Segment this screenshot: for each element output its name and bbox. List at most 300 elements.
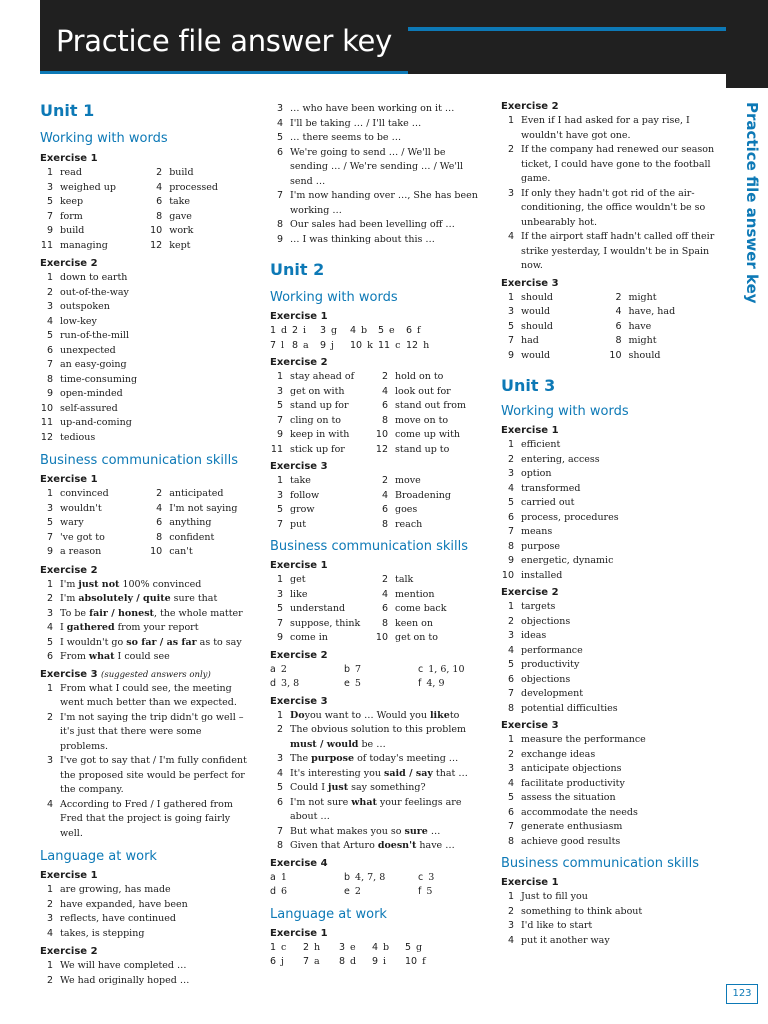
answer-part: I wouldn't go [60, 636, 127, 648]
answer-cell [344, 663, 418, 678]
answer-number: 5 [507, 659, 514, 670]
answer-text: processed [169, 181, 218, 193]
answer-part: sure that [170, 593, 218, 604]
answer-key-phrase: just not [78, 578, 120, 590]
answer-right [149, 502, 250, 517]
answer-row [40, 210, 250, 225]
answer-value: f [417, 325, 421, 336]
answer-number: 4 [381, 588, 388, 600]
answer-letter: 4 [372, 941, 379, 953]
answer-value: 7 [355, 663, 362, 675]
answer-text [53, 650, 250, 665]
answer-text: targets [521, 601, 556, 612]
answer-row [270, 399, 480, 414]
section-heading: Business communication skills [40, 453, 239, 468]
answer-number: 1 [46, 960, 53, 971]
answer-text: read [60, 167, 82, 178]
answer-number: 10 [375, 429, 388, 440]
answer-right [375, 399, 480, 414]
answer-part: I could see [114, 651, 170, 662]
answer-part: be … [358, 738, 386, 750]
answer-row [40, 650, 250, 665]
answer-row [270, 573, 480, 588]
answer-part: that … [432, 767, 468, 779]
answer-value: k [367, 339, 373, 351]
answer-text: self-assured [60, 402, 118, 414]
column-right [501, 100, 716, 948]
answer-row [501, 658, 716, 673]
answer-text: If the airport staff hadn't called off their strike yesterday, I wouldn't be in Spain now. [521, 231, 715, 271]
answer-number: 5 [507, 320, 514, 332]
answer-text: open-minded [60, 388, 123, 399]
answer-number: 6 [507, 806, 514, 818]
answer-number: 2 [507, 615, 514, 627]
answer-text: I'd like to start [521, 920, 593, 931]
section-heading: Business communication skills [501, 856, 700, 871]
answer-number: 4 [276, 767, 283, 779]
answer-letter: a [270, 663, 276, 675]
answer-row [501, 748, 716, 763]
answer-key-phrase: just [328, 782, 349, 793]
exercise-title [501, 277, 716, 291]
answer-row [501, 600, 716, 615]
header-bar [0, 0, 768, 88]
answer-text: might [628, 291, 657, 303]
answer-cell [339, 941, 372, 956]
answer-cell [270, 339, 292, 354]
answer-row [40, 592, 250, 607]
exercise-title-text: Exercise 3 [270, 695, 328, 707]
answer-text: come in [290, 632, 328, 643]
answer-value: 4, 9 [426, 678, 445, 689]
answer-number: 1 [507, 439, 514, 450]
answer-text: come up with [395, 429, 461, 440]
answer-value: i [303, 325, 307, 336]
answer-number: 2 [276, 724, 283, 735]
exercise-title-text: Exercise 2 [501, 101, 559, 112]
answer-letter: 2 [303, 941, 310, 953]
exercise-title-text: Exercise 2 [270, 357, 328, 368]
answer-number: 4 [507, 934, 514, 946]
answer-number: 9 [507, 555, 514, 566]
answer-letter: 12 [406, 339, 419, 351]
answer-number: 5 [46, 330, 53, 341]
answer-number: 2 [46, 898, 53, 910]
answer-value: 5 [426, 886, 433, 897]
answer-number: 6 [46, 651, 53, 662]
answer-key-phrase: doesn't [377, 840, 417, 851]
answer-cell [292, 324, 320, 339]
header-corner-block [726, 0, 768, 88]
answer-text: stand up for [290, 400, 349, 411]
answer-text: would [521, 349, 551, 361]
answer-left [40, 531, 149, 546]
answer-left [270, 370, 375, 385]
exercise-title [40, 257, 250, 271]
answer-text [53, 636, 250, 651]
answer-text: up-and-coming [60, 417, 132, 428]
answer-number: 8 [507, 540, 514, 552]
answer-number: 7 [276, 190, 283, 201]
answer-part: 100% convinced [119, 578, 202, 590]
answer-text: something to think about [521, 905, 643, 917]
answer-text: managing [60, 239, 108, 251]
answer-letter: 5 [405, 941, 412, 953]
answer-right [375, 428, 480, 443]
exercise-title-text: Exercise 1 [270, 560, 328, 571]
answer-row [501, 114, 716, 143]
exercise-title [501, 424, 716, 438]
answer-row [40, 898, 250, 913]
answer-row [501, 438, 716, 453]
answer-left [270, 631, 375, 646]
answer-number: 7 [276, 617, 283, 629]
answer-left [270, 474, 375, 489]
exercise-title [501, 876, 716, 890]
answer-right [375, 518, 480, 533]
answer-row [40, 545, 250, 560]
answer-letter: f [418, 886, 422, 897]
answer-cell [270, 941, 303, 956]
answer-row [270, 825, 480, 840]
answer-cell [344, 871, 418, 886]
answer-row [40, 959, 250, 974]
section-heading: Working with words [40, 131, 168, 146]
answer-right [149, 239, 250, 254]
answer-letter: 4 [350, 325, 357, 336]
unit-heading: Unit 3 [501, 376, 556, 395]
answer-row [270, 233, 480, 248]
answer-left [270, 503, 375, 518]
answer-text: had [521, 335, 539, 346]
answer-number: 5 [46, 196, 53, 207]
answer-row [501, 334, 716, 349]
answer-right [609, 349, 717, 364]
answer-row [501, 525, 716, 540]
answer-text: get on with [290, 385, 345, 397]
answer-number: 12 [375, 443, 388, 455]
answer-number: 10 [150, 225, 163, 236]
answer-cell [270, 871, 344, 886]
answer-number: 2 [46, 711, 53, 723]
answer-text [283, 839, 480, 854]
answer-value: h [423, 339, 430, 351]
answer-text: … there seems to be … [290, 132, 402, 143]
answer-row [501, 905, 716, 920]
answer-number: 3 [507, 763, 514, 774]
answer-letter: c [418, 871, 424, 883]
answer-row [270, 218, 480, 233]
answer-text: … who have been working on it … [290, 103, 455, 114]
answer-text: unexpected [60, 344, 116, 356]
answer-text: keep [60, 196, 84, 207]
answer-text: get on to [395, 632, 438, 643]
answer-text: potential difficulties [521, 702, 618, 714]
answer-text: have, had [628, 306, 676, 317]
answer-value: b [383, 941, 390, 953]
answer-right [609, 291, 717, 306]
answer-letter: 10 [405, 956, 418, 967]
answer-row [501, 615, 716, 630]
section-heading: Working with words [270, 290, 398, 305]
answer-text [53, 592, 250, 607]
answer-number: 8 [276, 840, 283, 851]
answer-text [283, 752, 480, 767]
exercise-title-text: Exercise 1 [501, 425, 559, 436]
answer-text: assess the situation [521, 792, 616, 803]
answer-grid-row [270, 339, 480, 354]
answer-row [270, 385, 480, 400]
answer-letter: 1 [270, 941, 277, 953]
answer-part: I'm [60, 578, 79, 590]
answer-value: 3, 8 [281, 678, 300, 689]
answer-text [283, 767, 480, 782]
answer-text: stay ahead of [290, 371, 355, 382]
answer-number: 2 [381, 574, 388, 585]
answer-letter: 2 [292, 325, 299, 336]
answer-cell [303, 941, 339, 956]
answer-number: 12 [150, 239, 163, 251]
answer-text: keep in with [290, 429, 350, 440]
answer-number: 4 [507, 231, 514, 242]
answer-row [40, 239, 250, 254]
page-number: 123 [726, 984, 758, 1004]
answer-number: 2 [507, 144, 514, 155]
answer-cell [418, 885, 480, 900]
answer-text: development [521, 688, 584, 699]
exercise-title-text: Exercise 3 [270, 461, 328, 472]
answer-text: take [290, 475, 311, 486]
answer-row [501, 762, 716, 777]
answer-part: The obvious solution to this problem [290, 724, 467, 735]
answer-text: I'm now handing over …, She has been working … [290, 190, 478, 216]
answer-text: achieve good results [521, 835, 621, 847]
answer-letter: 7 [270, 339, 277, 351]
answer-row [40, 621, 250, 636]
answer-row [40, 531, 250, 546]
answer-value: e [350, 941, 356, 953]
answer-right [375, 474, 480, 489]
answer-number: 4 [156, 502, 163, 514]
answer-number: 2 [381, 371, 388, 382]
section-heading: Language at work [40, 849, 157, 864]
section-heading: Working with words [501, 404, 629, 419]
answer-text [283, 781, 480, 796]
answer-text: keen on [395, 617, 433, 629]
answer-part: of today's meeting … [354, 753, 459, 764]
page-title: Practice file answer key [56, 24, 392, 58]
exercise-title-text: Exercise 2 [501, 587, 559, 598]
answer-text: measure the performance [521, 734, 646, 745]
answer-number: 7 [507, 335, 514, 346]
answer-left [501, 291, 609, 306]
answer-key-phrase: so far / as far [126, 636, 197, 648]
answer-cell [372, 955, 405, 970]
answer-value: 1 [280, 871, 287, 883]
answer-number: 5 [46, 517, 53, 528]
answer-number: 3 [46, 913, 53, 924]
answer-right [375, 617, 480, 632]
answer-grid-row [270, 871, 480, 886]
answer-text: put it another way [521, 934, 610, 946]
answer-number: 4 [381, 489, 388, 501]
answer-number: 3 [276, 103, 283, 114]
answer-text [283, 709, 480, 724]
answer-text: accommodate the needs [521, 806, 638, 818]
answer-letter: b [344, 663, 351, 675]
answer-number: 8 [156, 531, 163, 543]
answer-row [40, 798, 250, 842]
answer-number: 5 [276, 504, 283, 515]
answer-number: 4 [46, 315, 53, 327]
unit-heading: Unit 2 [270, 260, 325, 279]
answer-number: 7 [46, 210, 53, 222]
answer-row [501, 320, 716, 335]
answer-letter: 9 [320, 339, 327, 351]
answer-number: 8 [615, 335, 622, 346]
answer-left [501, 320, 609, 335]
answer-text: mention [395, 588, 435, 600]
answer-letter: 6 [406, 325, 413, 336]
answer-left [40, 224, 149, 239]
answer-text: confident [169, 531, 215, 543]
answer-text: anticipate objections [521, 763, 622, 774]
answer-right [149, 210, 250, 225]
answer-number: 10 [40, 402, 53, 414]
answer-value: 3 [428, 871, 435, 883]
answer-cell [405, 941, 438, 956]
answer-cell [344, 677, 418, 692]
answer-right [149, 181, 250, 196]
answer-text: productivity [521, 659, 580, 670]
answer-cell [350, 324, 378, 339]
answer-number: 2 [381, 475, 388, 486]
answer-number: 3 [507, 306, 514, 317]
answer-part: have … [416, 840, 455, 851]
answer-text: entering, access [521, 453, 600, 465]
answer-row [40, 329, 250, 344]
answer-cell [372, 941, 405, 956]
answer-part: I'm not sure [290, 796, 352, 808]
answer-number: 6 [507, 673, 514, 685]
answer-cell [418, 663, 480, 678]
answer-text: reflects, have continued [60, 913, 176, 924]
answer-right [375, 489, 480, 504]
answer-number: 7 [507, 526, 514, 537]
answer-part: from your report [114, 622, 199, 633]
answer-grid-row [270, 885, 480, 900]
answer-left [270, 602, 375, 617]
answer-left [40, 239, 149, 254]
answer-letter: 8 [292, 339, 299, 351]
answer-left [40, 516, 149, 531]
answer-text: a reason [60, 546, 102, 557]
answer-row [501, 673, 716, 688]
answer-text [53, 607, 250, 622]
answer-number: 3 [46, 607, 53, 619]
answer-text: follow [290, 489, 320, 501]
answer-row [501, 482, 716, 497]
answer-text [53, 621, 250, 636]
answer-text: generate enthusiasm [521, 821, 623, 832]
answer-row [40, 195, 250, 210]
answer-cell [418, 677, 480, 692]
answer-number: 3 [507, 630, 514, 641]
answer-row [501, 496, 716, 511]
answer-row [501, 467, 716, 482]
answer-row [270, 839, 480, 854]
answer-row [40, 754, 250, 798]
answer-number: 1 [46, 578, 53, 590]
answer-row [501, 835, 716, 850]
answer-number: 8 [381, 617, 388, 629]
answer-cell [320, 339, 350, 354]
answer-part: you want to … Would you [304, 709, 430, 721]
answer-text: put [290, 518, 307, 530]
answer-text: out-of-the-way [60, 286, 129, 298]
answer-right [375, 385, 480, 400]
answer-number: 3 [46, 301, 53, 312]
answer-left [270, 573, 375, 588]
answer-letter: b [344, 871, 351, 883]
answer-row [40, 516, 250, 531]
answer-text: an easy-going [60, 359, 127, 370]
answer-row [501, 569, 716, 584]
answer-part: Could I [290, 782, 329, 793]
answer-row [270, 414, 480, 429]
answer-row [40, 416, 250, 431]
answer-row [501, 733, 716, 748]
answer-text: are growing, has made [60, 884, 171, 895]
answer-text: tedious [60, 431, 96, 443]
answer-text: weighed up [60, 181, 116, 193]
answer-row [40, 912, 250, 927]
answer-cell [292, 339, 320, 354]
answer-cell [270, 663, 344, 678]
answer-value: i [383, 956, 387, 967]
answer-part: to [449, 709, 460, 721]
answer-number: 2 [507, 748, 514, 760]
answer-number: 4 [46, 622, 53, 633]
answer-text: … I was thinking about this … [290, 233, 435, 245]
answer-part: To be [60, 607, 90, 619]
answer-text: performance [521, 644, 583, 656]
answer-key-phrase: what [88, 651, 115, 662]
answer-text: convinced [60, 488, 109, 499]
section-heading: Business communication skills [270, 539, 469, 554]
answer-row [40, 883, 250, 898]
answer-row [270, 752, 480, 767]
answer-row [501, 702, 716, 717]
answer-number: 6 [507, 511, 514, 523]
answer-row [270, 370, 480, 385]
answer-number: 1 [46, 488, 53, 499]
answer-text: suppose, think [290, 617, 361, 629]
answer-number: 9 [46, 546, 53, 557]
exercise-title-text: Exercise 3 [40, 668, 98, 680]
answer-text: I'm not saying [169, 502, 238, 514]
exercise-title-text: Exercise 1 [40, 153, 98, 164]
answer-text: stick up for [290, 443, 345, 455]
answer-text: form [60, 210, 83, 222]
answer-right [609, 334, 717, 349]
answer-number: 7 [507, 688, 514, 699]
answer-text: should [521, 291, 553, 303]
answer-number: 2 [507, 905, 514, 917]
answer-number: 3 [276, 489, 283, 501]
answer-number: 9 [46, 388, 53, 399]
answer-row [40, 431, 250, 446]
